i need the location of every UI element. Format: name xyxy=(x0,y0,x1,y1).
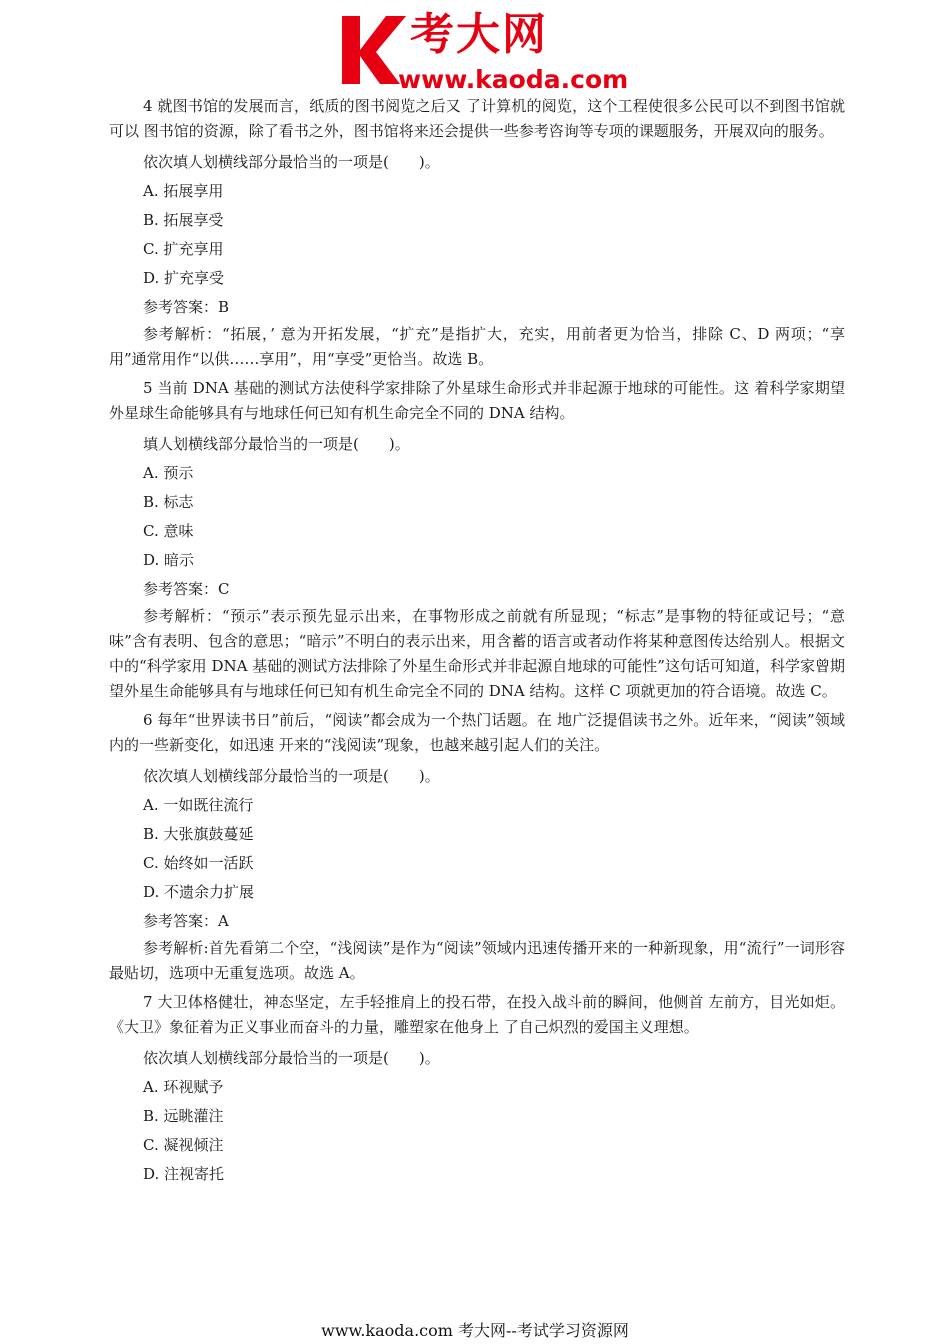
option-a: A. 环视赋予 xyxy=(143,1078,224,1096)
option-a: A. 预示 xyxy=(143,464,194,482)
option-a: A. 一如既往流行 xyxy=(143,796,254,814)
option-d: D. 扩充享受 xyxy=(143,269,225,287)
option-c: C. 意味 xyxy=(143,522,194,540)
question-stem: 7 大卫体格健壮，神态坚定，左手轻推肩上的投石带，在投入战斗前的瞬间，他侧首 左前方，目光如炬。《大卫》象征着为正义事业而奋斗的力量，雕塑家在他身上 了自己炽烈的爱国主义理想。 xyxy=(109,993,845,1036)
site-logo[interactable] xyxy=(340,10,660,92)
option-d: D. 注视寄托 xyxy=(143,1165,225,1183)
question-prompt: 依次填人划横线部分最恰当的一项是( )。 xyxy=(143,153,440,171)
option-c: C. 扩充享用 xyxy=(143,240,224,258)
question-block xyxy=(109,94,845,372)
document-body xyxy=(109,94,845,1189)
question-prompt: 填人划横线部分最恰当的一项是( )。 xyxy=(143,435,410,453)
option-b: B. 大张旗鼓蔓延 xyxy=(143,825,254,843)
option-d: D. 不遗余力扩展 xyxy=(143,883,255,901)
reference-answer: 参考答案：A xyxy=(143,912,229,930)
reference-analysis: 参考解析：“预示”表示预先显示出来，在事物形成之前就有所显现；“标志”是事物的特征或记号；“意味”含有表明、包含的意思；“暗示”不明白的表示出来，用含蓄的语言或者动作将某种意图传达给别人。根据文中的“科学家用 DNA 基础的测试方法排除了外星生命形式并非起源自地球的可能性”这句话可知道，科学家曾期望外星生命能够具有与地球任何已知有机生命完全不同的 DNA 结构。这样 C 项就更加的符合语境。故选 C。 xyxy=(109,607,845,700)
reference-answer: 参考答案：C xyxy=(143,580,230,598)
question-stem: 5 当前 DNA 基础的测试方法使科学家排除了外星球生命形式并非起源于地球的可能性。这 着科学家期望外星球生命能够具有与地球任何已知有机生命完全不同的 DNA 结构。 xyxy=(109,379,845,422)
question-stem: 6 每年“世界读书日”前后，“阅读”都会成为一个热门话题。在 地广泛提倡读书之外。近年来，“阅读”领域内的一些新变化，如迅速 开来的“浅阅读”现象，也越来越引起人们的关注。 xyxy=(109,711,845,754)
option-d: D. 暗示 xyxy=(143,551,195,569)
question-prompt: 依次填人划横线部分最恰当的一项是( )。 xyxy=(143,1049,440,1067)
option-c: C. 始终如一活跃 xyxy=(143,854,254,872)
logo-text-url: www.kaoda.com xyxy=(398,65,629,94)
question-block xyxy=(109,708,845,986)
reference-analysis: 参考解析：“拓展，’ 意为开拓发展，“扩充”是指扩大，充实，用前者更为恰当，排除 C、D 两项；“享用”通常用作“以供……享用”，用“享受”更恰当。故选 B。 xyxy=(109,325,845,368)
question-prompt: 依次填人划横线部分最恰当的一项是( )。 xyxy=(143,767,440,785)
reference-analysis: 参考解析:首先看第二个空，“浅阅读”是作为“阅读”领域内迅速传播开来的一种新现象，用“流行”一词形容最贴切，选项中无重复选项。故选 A。 xyxy=(109,939,845,982)
option-b: B. 标志 xyxy=(143,493,194,511)
page-footer: www.kaoda.com 考大网--考试学习资源网 xyxy=(321,1321,629,1340)
logo-text-cn: 考大网 xyxy=(410,9,548,60)
option-b: B. 远眺灌注 xyxy=(143,1107,224,1125)
option-a: A. 拓展享用 xyxy=(143,182,224,200)
question-block xyxy=(109,990,845,1189)
question-block xyxy=(109,376,845,704)
question-stem: 4 就图书馆的发展而言，纸质的图书阅览之后又 了计算机的阅览，这个工程使很多公民可以不到图书馆就可以 图书馆的资源，除了看书之外，图书馆将来还会提供一些参考咨询等专项的课题服务，开展双向的服务。 xyxy=(109,97,845,140)
option-b: B. 拓展享受 xyxy=(143,211,224,229)
option-c: C. 凝视倾注 xyxy=(143,1136,224,1154)
reference-answer: 参考答案：B xyxy=(143,298,230,316)
